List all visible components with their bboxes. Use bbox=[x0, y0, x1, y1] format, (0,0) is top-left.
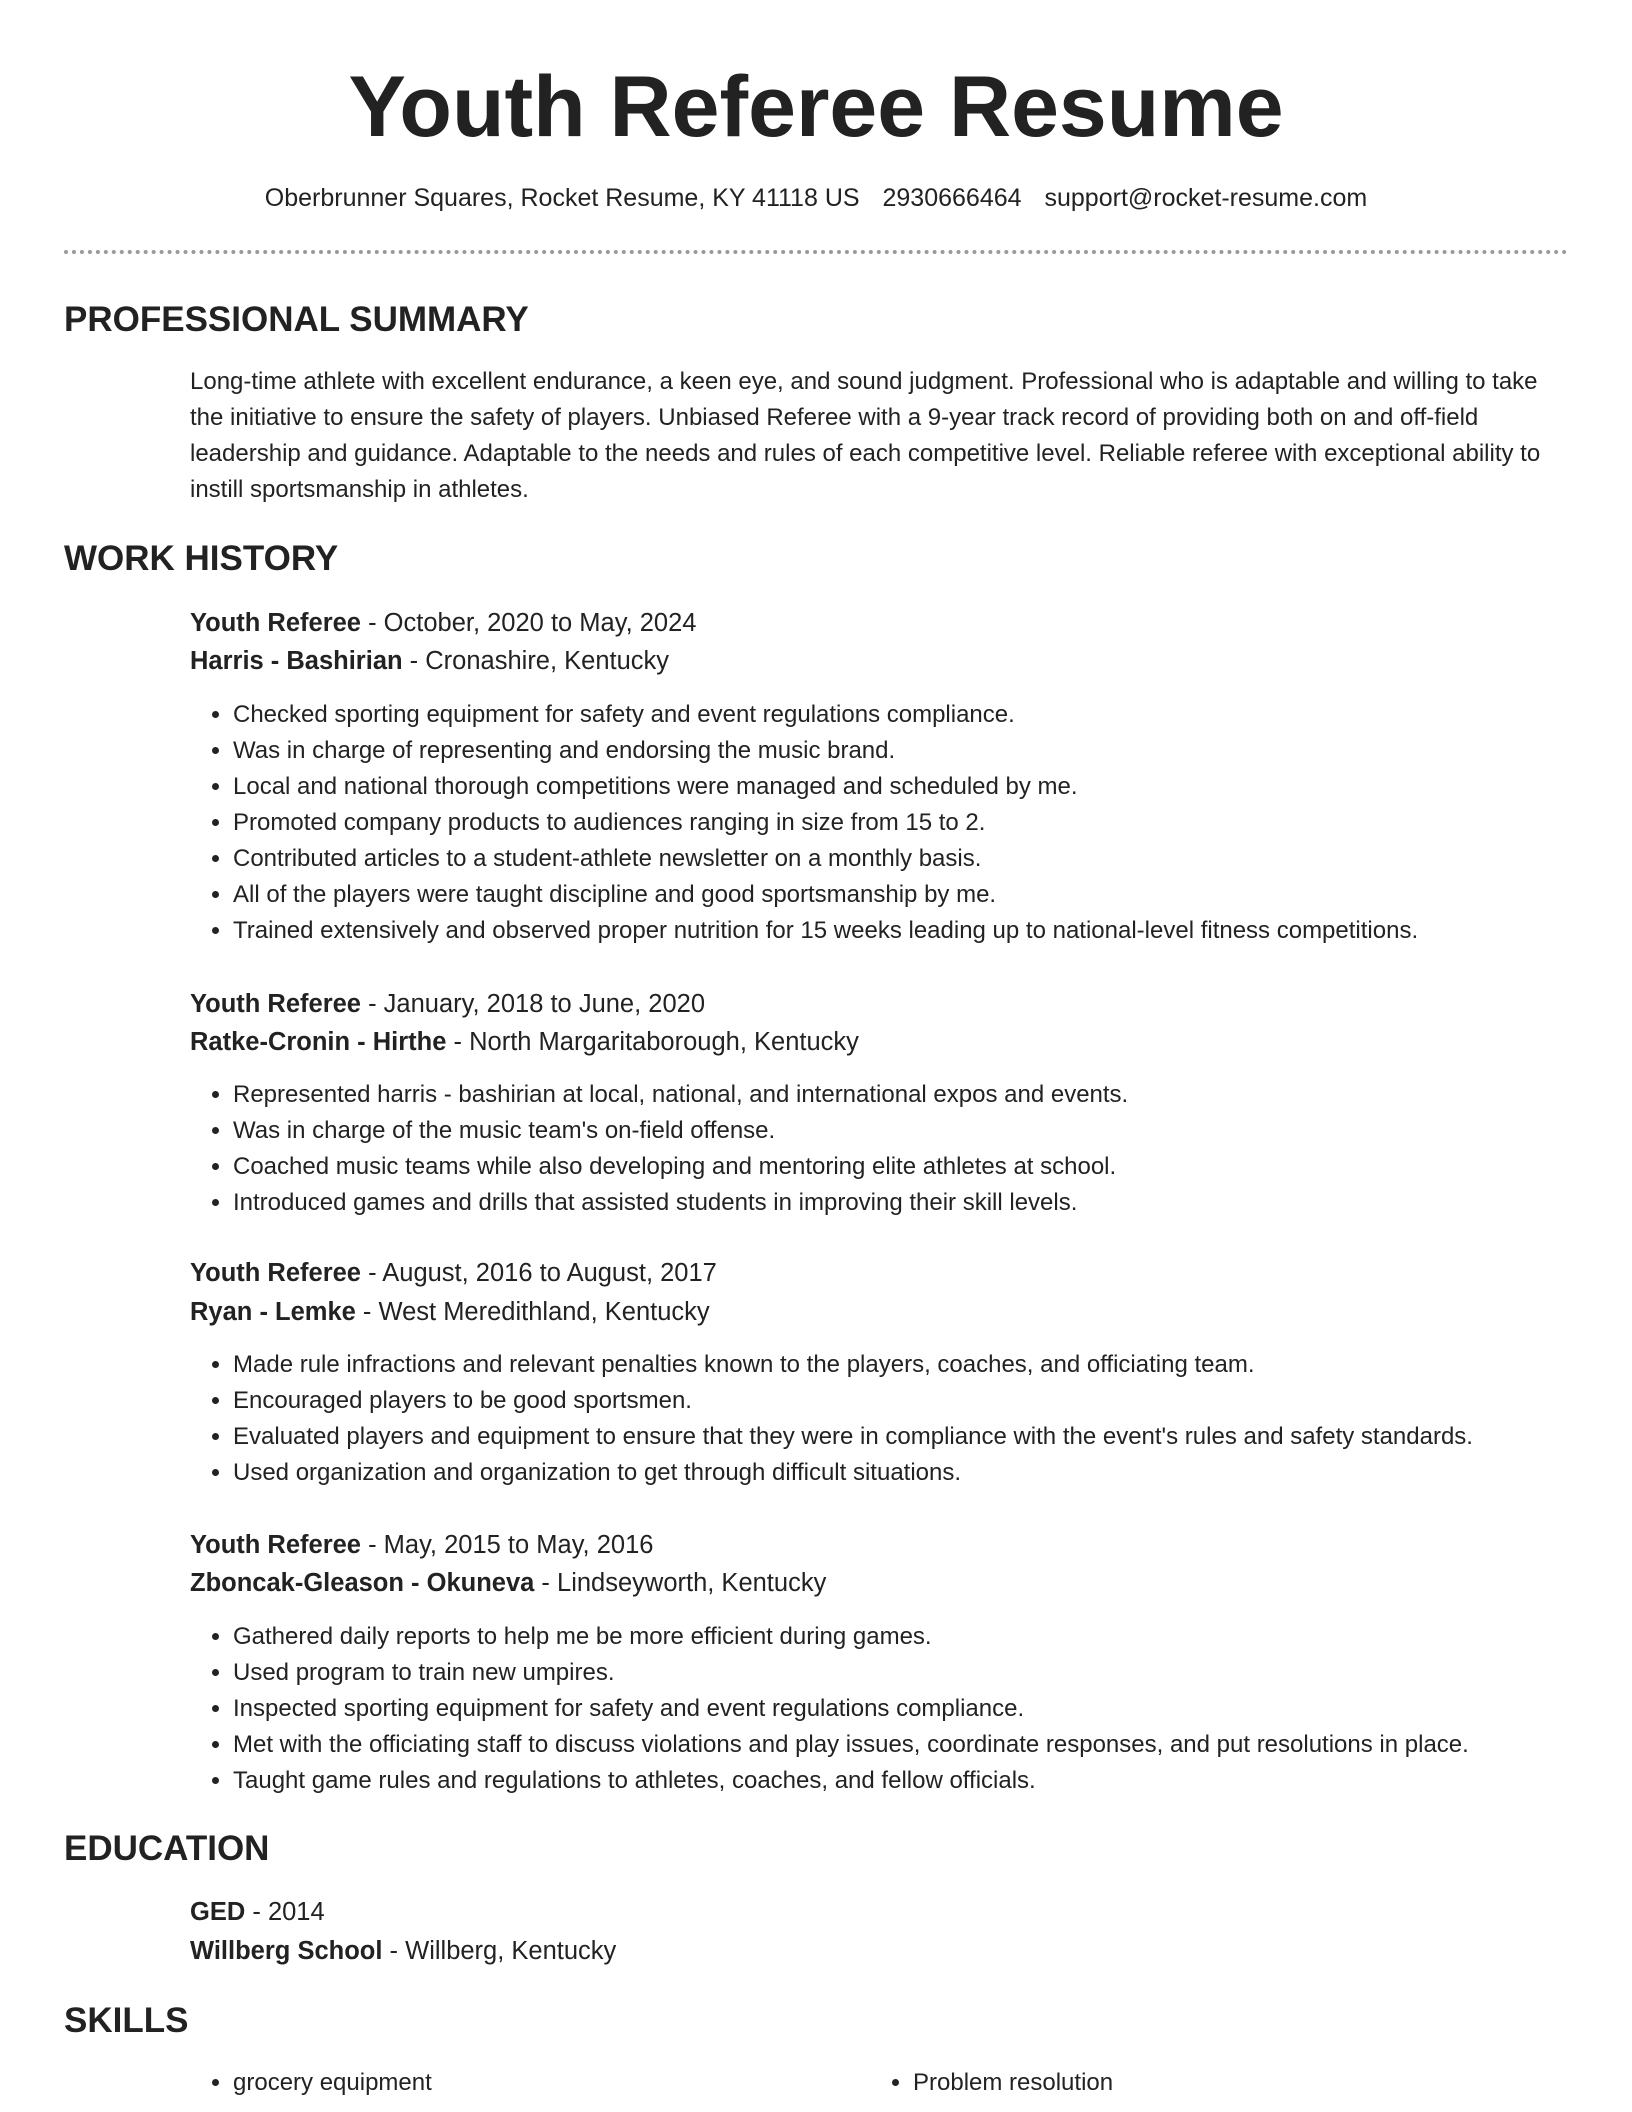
list-item: • Gathered daily reports to help me be more efficient during games. bbox=[233, 1619, 1603, 1655]
section-title-work-history: WORK HISTORY bbox=[64, 539, 339, 578]
resume-title: Youth Referee Resume bbox=[348, 59, 1284, 155]
skills-list-left bbox=[190, 2065, 853, 2101]
job-4-company: Zboncak-Gleason - Okuneva bbox=[190, 1569, 535, 1597]
job-3-role: Youth Referee bbox=[190, 1259, 361, 1287]
education-year: 2014 bbox=[267, 1898, 325, 1926]
list-item: • Trained extensively and observed proper nutrition for 15 weeks leading up to national-level fitness competitions. bbox=[233, 913, 1603, 949]
education-location: Willberg, Kentucky bbox=[405, 1937, 617, 1965]
job-4-role: Youth Referee bbox=[190, 1531, 361, 1559]
job-3-location: West Meredithland, Kentucky bbox=[378, 1298, 710, 1326]
list-item: • Evaluated players and equipment to ensure that they were in compliance with the event's rules and safety standards. bbox=[233, 1419, 1603, 1455]
job-3-separator: - bbox=[360, 1259, 383, 1287]
list-item: • Checked sporting equipment for safety and event regulations compliance. bbox=[233, 697, 1603, 733]
job-3-dates: August, 2016 to August, 2017 bbox=[382, 1259, 717, 1287]
list-item: • Represented harris - bashirian at local, national, and international expos and events. bbox=[233, 1077, 1603, 1113]
job-1-role: Youth Referee bbox=[190, 609, 361, 637]
list-item: • Local and national thorough competitions were managed and scheduled by me. bbox=[233, 769, 1603, 805]
job-2-location: North Margaritaborough, Kentucky bbox=[469, 1028, 859, 1056]
job-3-separator-2: - bbox=[355, 1298, 379, 1326]
job-2-bullets bbox=[190, 1077, 1603, 1221]
section-title-summary: PROFESSIONAL SUMMARY bbox=[64, 300, 529, 339]
job-1-company-line bbox=[190, 642, 1550, 680]
header-divider bbox=[64, 250, 1568, 254]
list-item: • Used organization and organization to get through difficult situations. bbox=[233, 1455, 1603, 1491]
list-item: • Coached music teams while also developing and mentoring elite athletes at school. bbox=[233, 1149, 1603, 1185]
job-3-bullets bbox=[190, 1347, 1603, 1491]
job-1-location: Cronashire, Kentucky bbox=[425, 647, 670, 675]
job-4-bullets bbox=[190, 1619, 1603, 1799]
list-item: • All of the players were taught discipline and good sportsmanship by me. bbox=[233, 877, 1603, 913]
list-item: • grocery equipment bbox=[233, 2065, 853, 2101]
job-3-company-line bbox=[190, 1293, 1550, 1331]
job-2-company: Ratke-Cronin - Hirthe bbox=[190, 1028, 447, 1056]
job-2-dates: January, 2018 to June, 2020 bbox=[383, 990, 706, 1018]
list-item: • Encouraged players to be good sportsmen. bbox=[233, 1383, 1603, 1419]
list-item: • Introduced games and drills that assisted students in improving their skill levels. bbox=[233, 1185, 1603, 1221]
job-2-role: Youth Referee bbox=[190, 990, 361, 1018]
contact-email: support@rocket-resume.com bbox=[1044, 184, 1368, 212]
list-item: • Problem resolution bbox=[913, 2065, 1533, 2101]
list-item: • Made rule infractions and relevant penalties known to the players, coaches, and officiating team. bbox=[233, 1347, 1603, 1383]
list-item: • Used program to train new umpires. bbox=[233, 1655, 1603, 1691]
summary-text: Long-time athlete with excellent endurance, a keen eye, and sound judgment. Professional who is adaptable and willing to take the initiative to ensure the safety of players. Unbiased Referee with a 9-year track record of providing both on and off-field leadership and guidance. Adaptable to the needs and rules of each competitive level. Reliable referee with exceptional ability to instill sportsmanship in athletes. bbox=[190, 368, 1541, 503]
education-degree-line bbox=[190, 1893, 1550, 1931]
section-title-education: EDUCATION bbox=[64, 1829, 270, 1868]
education-degree: GED bbox=[190, 1898, 246, 1926]
job-1-separator: - bbox=[360, 609, 384, 637]
education-school-line bbox=[190, 1932, 1550, 1970]
education-separator: - bbox=[245, 1898, 268, 1926]
job-2-separator-2: - bbox=[446, 1028, 470, 1056]
education-school: Willberg School bbox=[190, 1937, 383, 1965]
job-1-bullets bbox=[190, 697, 1603, 949]
contact-address: Oberbrunner Squares, Rocket Resume, KY 41118 US bbox=[264, 184, 860, 212]
job-4-separator: - bbox=[360, 1531, 384, 1559]
list-item: • Inspected sporting equipment for safety and event regulations compliance. bbox=[233, 1691, 1603, 1727]
job-2-company-line bbox=[190, 1023, 1550, 1061]
list-item: • Contributed articles to a student-athlete newsletter on a monthly basis. bbox=[233, 841, 1603, 877]
list-item: • Was in charge of representing and endorsing the music brand. bbox=[233, 733, 1603, 769]
job-4-dates: May, 2015 to May, 2016 bbox=[383, 1531, 654, 1559]
list-item: • Taught game rules and regulations to athletes, coaches, and fellow officials. bbox=[233, 1763, 1603, 1799]
job-4-separator-2: - bbox=[534, 1569, 558, 1597]
contact-line bbox=[0, 180, 1632, 216]
job-1-title-line bbox=[190, 604, 1550, 642]
list-item: • Promoted company products to audiences ranging in size from 15 to 2. bbox=[233, 805, 1603, 841]
list-item: • Was in charge of the music team's on-field offense. bbox=[233, 1113, 1603, 1149]
job-2-separator: - bbox=[360, 990, 384, 1018]
job-1-dates: October, 2020 to May, 2024 bbox=[383, 609, 697, 637]
job-3-company: Ryan - Lemke bbox=[190, 1298, 356, 1326]
list-item: • Met with the officiating staff to discuss violations and play issues, coordinate responses, and put resolutions in place. bbox=[233, 1727, 1603, 1763]
education-separator-2: - bbox=[382, 1937, 406, 1965]
contact-phone: 2930666464 bbox=[882, 184, 1022, 212]
skills-list-right bbox=[870, 2065, 1533, 2101]
job-1-separator-2: - bbox=[402, 647, 426, 675]
job-4-company-line bbox=[190, 1564, 1550, 1602]
job-1-company: Harris - Bashirian bbox=[190, 647, 403, 675]
job-4-location: Lindseyworth, Kentucky bbox=[557, 1569, 827, 1597]
section-title-skills: SKILLS bbox=[64, 2001, 189, 2040]
job-4-title-line bbox=[190, 1526, 1550, 1564]
job-2-title-line bbox=[190, 985, 1550, 1023]
job-3-title-line bbox=[190, 1254, 1550, 1292]
